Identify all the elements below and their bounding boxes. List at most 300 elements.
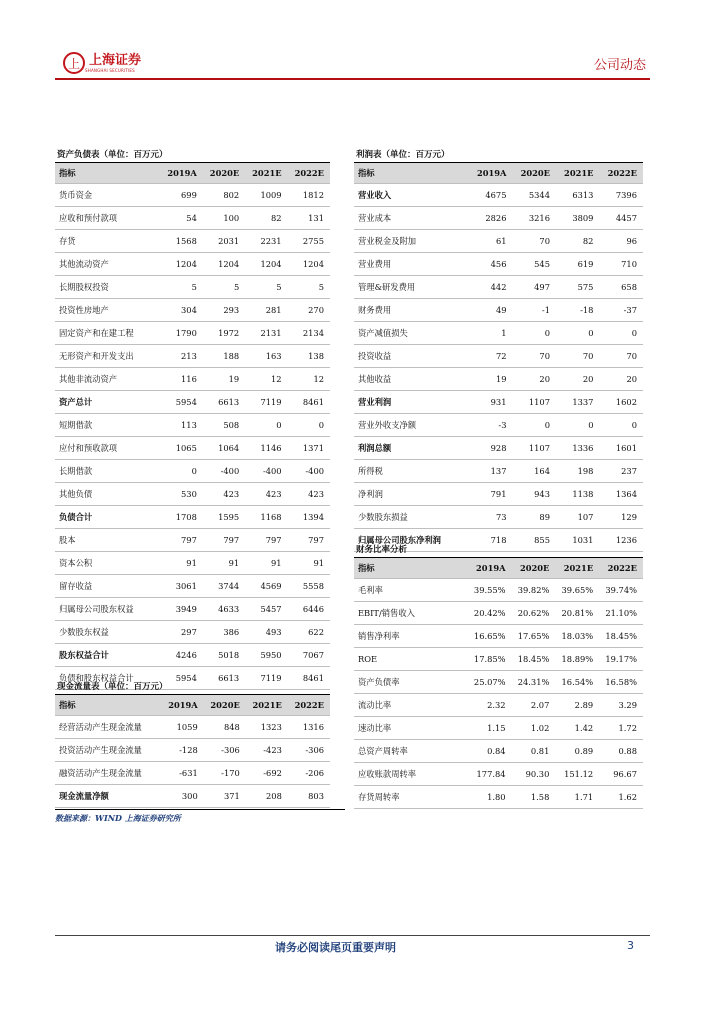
cell-value: 0 (513, 414, 556, 437)
table-row (354, 299, 643, 322)
cell-value: -423 (246, 739, 288, 762)
column-header: 2022E (288, 695, 330, 716)
row-label: 无形资产和开发支出 (55, 345, 160, 368)
column-header: 2022E (599, 163, 643, 184)
cell-value: 1236 (599, 529, 643, 552)
cell-value: 18.89% (555, 648, 599, 671)
cell-value: 116 (160, 368, 202, 391)
cell-value: 803 (288, 785, 330, 808)
row-label: 货币资金 (55, 184, 160, 207)
cell-value: 508 (203, 414, 245, 437)
cell-value: 1138 (556, 483, 599, 506)
cell-value: 20 (599, 368, 643, 391)
cell-value: 49 (469, 299, 513, 322)
cell-value: 1009 (245, 184, 287, 207)
cell-value: 20 (513, 368, 556, 391)
table-row (55, 184, 330, 207)
table-row (354, 579, 643, 602)
row-label: 固定资产和在建工程 (55, 322, 160, 345)
cell-value: 91 (288, 552, 330, 575)
cell-value: 5 (245, 276, 287, 299)
table-header-row (55, 695, 330, 716)
table-row (55, 368, 330, 391)
cell-value: 943 (513, 483, 556, 506)
cell-value: 5344 (513, 184, 556, 207)
table-title-row (354, 541, 643, 558)
row-label: 应收账款周转率 (354, 763, 468, 786)
column-header: 2019A (468, 558, 512, 579)
row-label: 长期股权投资 (55, 276, 160, 299)
cell-value: 0 (556, 414, 599, 437)
row-label: 毛利率 (354, 579, 468, 602)
cell-value: 1065 (160, 437, 202, 460)
table-row (354, 230, 643, 253)
row-label: 归属母公司股东权益 (55, 598, 160, 621)
cash-flow-table (55, 678, 330, 808)
cell-value: 100 (203, 207, 245, 230)
cell-value: 61 (469, 230, 513, 253)
cell-value: 718 (469, 529, 513, 552)
cell-value: -206 (288, 762, 330, 785)
row-label: 资产总计 (55, 391, 160, 414)
cell-value: 1.72 (599, 717, 643, 740)
cell-value: 710 (599, 253, 643, 276)
cell-value: 12 (288, 368, 330, 391)
cell-value: 5954 (160, 667, 202, 690)
cell-value: 1601 (599, 437, 643, 460)
row-label: 存货周转率 (354, 786, 468, 809)
table-row (55, 460, 330, 483)
cell-value: 25.07% (468, 671, 512, 694)
row-label: 资产减值损失 (354, 322, 469, 345)
cell-value: 20.62% (512, 602, 556, 625)
cell-value: 619 (556, 253, 599, 276)
row-label: 营业成本 (354, 207, 469, 230)
cell-value: 1146 (245, 437, 287, 460)
column-header: 2021E (246, 695, 288, 716)
logo-text: 上海证券 (89, 52, 142, 68)
cell-value: 91 (203, 552, 245, 575)
cell-value: 1595 (203, 506, 245, 529)
cell-value: 70 (513, 345, 556, 368)
cell-value: 797 (245, 529, 287, 552)
cell-value: 39.65% (555, 579, 599, 602)
cell-value: 3061 (160, 575, 202, 598)
table-row (354, 648, 643, 671)
cell-value: 2231 (245, 230, 287, 253)
cell-value: 39.55% (468, 579, 512, 602)
row-label: 存货 (55, 230, 160, 253)
cell-value: 1316 (288, 716, 330, 739)
table-row (55, 506, 330, 529)
cell-value: 7067 (288, 644, 330, 667)
row-label: 资产负债率 (354, 671, 468, 694)
table-title: 现金流量表（单位：百万元） (57, 682, 168, 692)
cell-value: 16.58% (599, 671, 643, 694)
table-row (354, 437, 643, 460)
cell-value: 1364 (599, 483, 643, 506)
cell-value: 5954 (160, 391, 202, 414)
cell-value: 18.45% (599, 625, 643, 648)
cell-value: 304 (160, 299, 202, 322)
row-label: 财务费用 (354, 299, 469, 322)
row-label: 归属母公司股东净利润 (354, 529, 469, 552)
cell-value: 0 (160, 460, 202, 483)
table-row (354, 414, 643, 437)
row-label: 短期借款 (55, 414, 160, 437)
row-label: 股东权益合计 (55, 644, 160, 667)
cell-value: 138 (288, 345, 330, 368)
cell-value: 16.65% (468, 625, 512, 648)
cell-value: 5 (288, 276, 330, 299)
cell-value: 1204 (160, 253, 202, 276)
row-label: 投资性房地产 (55, 299, 160, 322)
row-label: 长期借款 (55, 460, 160, 483)
cell-value: 18.45% (512, 648, 556, 671)
row-label: 应收和预付款项 (55, 207, 160, 230)
cell-value: 96.67 (599, 763, 643, 786)
table-row (55, 575, 330, 598)
logo-subtext: SHANGHAI SECURITIES (85, 67, 135, 73)
row-label: 速动比率 (354, 717, 468, 740)
row-label: 营业利润 (354, 391, 469, 414)
cell-value: 1.42 (555, 717, 599, 740)
cell-value: 802 (203, 184, 245, 207)
cell-value: 82 (245, 207, 287, 230)
cell-value: 297 (160, 621, 202, 644)
cell-value: 4633 (203, 598, 245, 621)
table-row (55, 483, 330, 506)
cell-value: 1107 (513, 437, 556, 460)
row-label: 其他收益 (354, 368, 469, 391)
cell-value: 0.81 (512, 740, 556, 763)
cell-value: 1568 (160, 230, 202, 253)
cell-value: 575 (556, 276, 599, 299)
cell-value: 6613 (203, 667, 245, 690)
row-label: 负债和股东权益合计 (55, 667, 160, 690)
cell-value: 4457 (599, 207, 643, 230)
table-row (354, 368, 643, 391)
cell-value: 0 (556, 322, 599, 345)
row-label: 流动比率 (354, 694, 468, 717)
cell-value: 163 (245, 345, 287, 368)
cell-value: 493 (245, 621, 287, 644)
table-row (55, 253, 330, 276)
cell-value: 19 (203, 368, 245, 391)
cell-value: 2134 (288, 322, 330, 345)
cell-value: 91 (160, 552, 202, 575)
cell-value: 3744 (203, 575, 245, 598)
cell-value: 791 (469, 483, 513, 506)
table-row (354, 483, 643, 506)
cell-value: 281 (245, 299, 287, 322)
disclaimer-notice: 请务必阅读尾页重要声明 (275, 941, 396, 954)
table-row (55, 437, 330, 460)
cell-value: 151.12 (555, 763, 599, 786)
cell-value: 797 (160, 529, 202, 552)
cell-value: 6446 (288, 598, 330, 621)
table-row (55, 529, 330, 552)
cell-value: 2.07 (512, 694, 556, 717)
table-row (55, 207, 330, 230)
page-header (55, 50, 650, 80)
table-row (55, 739, 330, 762)
cell-value: -400 (288, 460, 330, 483)
cell-value: 12 (245, 368, 287, 391)
cell-value: 423 (245, 483, 287, 506)
table-header-row (354, 163, 643, 184)
cell-value: 21.10% (599, 602, 643, 625)
cell-value: 20.42% (468, 602, 512, 625)
cell-value: 1.58 (512, 786, 556, 809)
row-label: 投资收益 (354, 345, 469, 368)
table-row (55, 414, 330, 437)
row-label: EBIT/销售收入 (354, 602, 468, 625)
table-row (55, 552, 330, 575)
cell-value: 1972 (203, 322, 245, 345)
row-label: 营业外收支净额 (354, 414, 469, 437)
cell-value: 797 (203, 529, 245, 552)
table-title-row (55, 678, 330, 695)
cell-value: 1602 (599, 391, 643, 414)
table-row (354, 506, 643, 529)
cell-value: -37 (599, 299, 643, 322)
cell-value: -1 (513, 299, 556, 322)
column-header: 2021E (245, 163, 287, 184)
row-label: ROE (354, 648, 468, 671)
cell-value: 0 (599, 414, 643, 437)
table-row (55, 785, 330, 808)
cell-value: 8461 (288, 391, 330, 414)
cell-value: 18.03% (555, 625, 599, 648)
table-row (55, 621, 330, 644)
cell-value: 1790 (160, 322, 202, 345)
table-row (354, 345, 643, 368)
cell-value: -631 (162, 762, 204, 785)
column-header: 2019A (162, 695, 204, 716)
table-row (55, 322, 330, 345)
column-header: 2022E (288, 163, 330, 184)
row-label: 所得税 (354, 460, 469, 483)
row-label: 其他负债 (55, 483, 160, 506)
cell-value: -170 (204, 762, 246, 785)
page-number: 3 (627, 939, 634, 952)
table-row (354, 253, 643, 276)
cell-value: 456 (469, 253, 513, 276)
cell-value: 442 (469, 276, 513, 299)
cell-value: 2131 (245, 322, 287, 345)
table-row (354, 694, 643, 717)
column-header: 指标 (55, 163, 160, 184)
cell-value: 17.85% (468, 648, 512, 671)
cell-value: 928 (469, 437, 513, 460)
table-row (55, 299, 330, 322)
cell-value: 0 (245, 414, 287, 437)
table-row (55, 276, 330, 299)
column-header: 2021E (555, 558, 599, 579)
cell-value: 1371 (288, 437, 330, 460)
table-row (354, 625, 643, 648)
cell-value: 24.31% (512, 671, 556, 694)
cell-value: 177.84 (468, 763, 512, 786)
cell-value: 1204 (245, 253, 287, 276)
cell-value: 4569 (245, 575, 287, 598)
table-row (354, 717, 643, 740)
cell-value: 237 (599, 460, 643, 483)
cell-value: 19 (469, 368, 513, 391)
data-source-note: 数据来源：WIND 上海证券研究所 (55, 809, 345, 824)
cell-value: 1336 (556, 437, 599, 460)
row-label: 净利润 (354, 483, 469, 506)
cell-value: 20.81% (555, 602, 599, 625)
row-label: 融资活动产生现金流量 (55, 762, 162, 785)
column-header: 2021E (556, 163, 599, 184)
cell-value: 2.89 (555, 694, 599, 717)
cell-value: 7119 (245, 391, 287, 414)
column-header: 指标 (354, 163, 469, 184)
cell-value: 1.15 (468, 717, 512, 740)
cell-value: 129 (599, 506, 643, 529)
cell-value: 386 (203, 621, 245, 644)
cell-value: 96 (599, 230, 643, 253)
cell-value: 3809 (556, 207, 599, 230)
cell-value: 3.29 (599, 694, 643, 717)
table-header-row (55, 163, 330, 184)
row-label: 应付和预收款项 (55, 437, 160, 460)
cell-value: 16.54% (555, 671, 599, 694)
table-row (55, 598, 330, 621)
cell-value: 1204 (203, 253, 245, 276)
cell-value: 5457 (245, 598, 287, 621)
cell-value: 2826 (469, 207, 513, 230)
cell-value: 54 (160, 207, 202, 230)
table-row (354, 207, 643, 230)
cell-value: 530 (160, 483, 202, 506)
column-header: 2022E (599, 558, 643, 579)
cell-value: 1.02 (512, 717, 556, 740)
cell-value: 0 (288, 414, 330, 437)
cell-value: 5018 (203, 644, 245, 667)
table-title-row (354, 146, 643, 163)
cell-value: 1064 (203, 437, 245, 460)
cell-value: 270 (288, 299, 330, 322)
cell-value: 20 (556, 368, 599, 391)
cell-value: 1708 (160, 506, 202, 529)
cell-value: 1337 (556, 391, 599, 414)
balance-sheet-table (55, 146, 330, 690)
cell-value: 208 (246, 785, 288, 808)
cell-value: 931 (469, 391, 513, 414)
cell-value: 6313 (556, 184, 599, 207)
cell-value: 7396 (599, 184, 643, 207)
cell-value: 107 (556, 506, 599, 529)
section-title: 公司动态 (593, 58, 646, 73)
column-header: 指标 (55, 695, 162, 716)
table-row (55, 391, 330, 414)
cell-value: -306 (288, 739, 330, 762)
cell-value: 699 (160, 184, 202, 207)
table-header-row (354, 558, 643, 579)
cell-value: 2.32 (468, 694, 512, 717)
cell-value: 1 (469, 322, 513, 345)
cell-value: 423 (288, 483, 330, 506)
row-label: 营业费用 (354, 253, 469, 276)
cell-value: 70 (599, 345, 643, 368)
row-label: 利润总额 (354, 437, 469, 460)
cell-value: 91 (245, 552, 287, 575)
cell-value: 70 (513, 230, 556, 253)
table-row (354, 276, 643, 299)
cell-value: 5 (160, 276, 202, 299)
table-title: 财务比率分析 (356, 545, 408, 555)
table-row (55, 345, 330, 368)
table-title: 利润表（单位：百万元） (356, 150, 450, 160)
cell-value: 2031 (203, 230, 245, 253)
cell-value: 113 (160, 414, 202, 437)
cell-value: 4675 (469, 184, 513, 207)
cell-value: 4246 (160, 644, 202, 667)
cell-value: -128 (162, 739, 204, 762)
company-logo (63, 52, 141, 74)
cell-value: 131 (288, 207, 330, 230)
row-label: 其他非流动资产 (55, 368, 160, 391)
cell-value: 300 (162, 785, 204, 808)
cell-value: 198 (556, 460, 599, 483)
row-label: 现金流量净额 (55, 785, 162, 808)
row-label: 负债合计 (55, 506, 160, 529)
cell-value: 293 (203, 299, 245, 322)
cell-value: -3 (469, 414, 513, 437)
cell-value: 1394 (288, 506, 330, 529)
cell-value: 1812 (288, 184, 330, 207)
cell-value: 371 (204, 785, 246, 808)
column-header: 2019A (469, 163, 513, 184)
column-header: 2020E (512, 558, 556, 579)
cell-value: 423 (203, 483, 245, 506)
row-label: 经营活动产生现金流量 (55, 716, 162, 739)
cell-value: 855 (513, 529, 556, 552)
cell-value: 1107 (513, 391, 556, 414)
cell-value: 0.89 (555, 740, 599, 763)
row-label: 少数股东权益 (55, 621, 160, 644)
row-label: 营业税金及附加 (354, 230, 469, 253)
cell-value: 1.80 (468, 786, 512, 809)
table-row (354, 786, 643, 809)
column-header: 2020E (204, 695, 246, 716)
row-label: 管理&研发费用 (354, 276, 469, 299)
cell-value: 8461 (288, 667, 330, 690)
cell-value: 1031 (556, 529, 599, 552)
table-row (354, 763, 643, 786)
cell-value: 82 (556, 230, 599, 253)
cell-value: 1323 (246, 716, 288, 739)
cell-value: 39.82% (512, 579, 556, 602)
cell-value: 72 (469, 345, 513, 368)
table-row (354, 391, 643, 414)
cell-value: 89 (513, 506, 556, 529)
row-label: 销售净利率 (354, 625, 468, 648)
table-row (354, 322, 643, 345)
cell-value: 1059 (162, 716, 204, 739)
financial-ratios-table (354, 541, 643, 809)
table-row (354, 602, 643, 625)
table-row (354, 460, 643, 483)
cell-value: 7119 (245, 667, 287, 690)
cell-value: -400 (245, 460, 287, 483)
cell-value: 0 (599, 322, 643, 345)
income-statement-table (354, 146, 643, 552)
cell-value: 0 (513, 322, 556, 345)
